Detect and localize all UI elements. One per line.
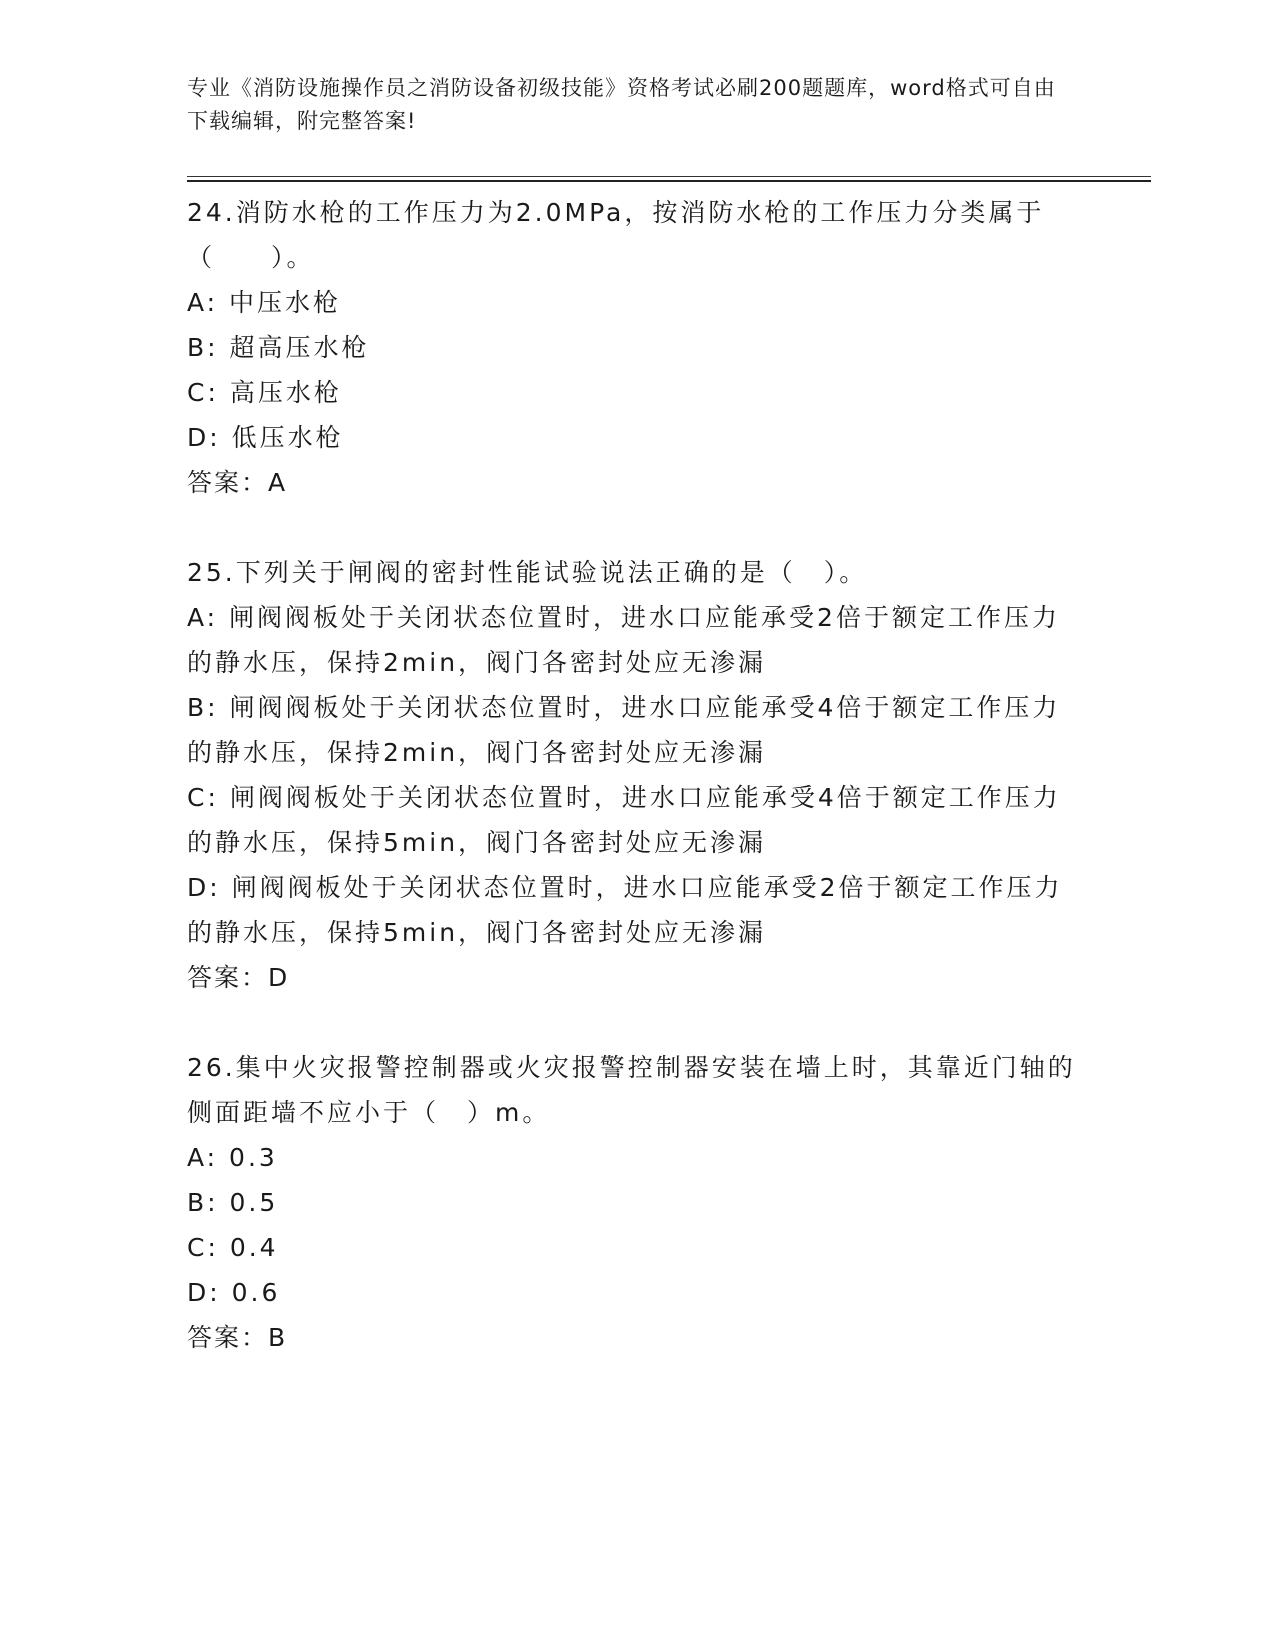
- answer-line: 答案：A: [187, 468, 288, 497]
- question-stem: 25.下列关于闸阀的密封性能试验说法正确的是（ ）。: [187, 558, 868, 587]
- option-b: B: 闸阀阀板处于关闭状态位置时，进水口应能承受4倍于额定工作压力的静水压，保持2min，阀门各密封处应无渗漏: [187, 693, 1061, 767]
- question-25: [187, 550, 1087, 1000]
- option-a: A: 中压水枪: [187, 288, 342, 317]
- answer-line: 答案：D: [187, 963, 290, 992]
- option-b: B: 超高压水枪: [187, 333, 370, 362]
- option-c: C: 0.4: [187, 1233, 279, 1262]
- option-d: D: 低压水枪: [187, 423, 344, 452]
- option-c: C: 高压水枪: [187, 378, 342, 407]
- option-d: D: 闸阀阀板处于关闭状态位置时，进水口应能承受2倍于额定工作压力的静水压，保持5min，阀门各密封处应无渗漏: [187, 873, 1063, 947]
- question-stem: 24.消防水枪的工作压力为2.0MPa，按消防水枪的工作压力分类属于（ ）。: [187, 198, 1045, 272]
- question-stem: 26.集中火灾报警控制器或火灾报警控制器安装在墙上时，其靠近门轴的侧面距墙不应小于（ ）m。: [187, 1053, 1076, 1127]
- answer-line: 答案：B: [187, 1323, 288, 1352]
- option-b: B: 0.5: [187, 1188, 279, 1217]
- question-24: [187, 190, 1087, 505]
- header-divider-thin: [187, 176, 1151, 177]
- question-list: [187, 190, 1087, 1360]
- option-c: C: 闸阀阀板处于关闭状态位置时，进水口应能承受4倍于额定工作压力的静水压，保持5min，阀门各密封处应无渗漏: [187, 783, 1061, 857]
- option-d: D: 0.6: [187, 1278, 281, 1307]
- option-a: A: 闸阀阀板处于关闭状态位置时，进水口应能承受2倍于额定工作压力的静水压，保持2min，阀门各密封处应无渗漏: [187, 603, 1060, 677]
- document-header: [187, 72, 1067, 138]
- question-26: [187, 1045, 1087, 1360]
- option-a: A: 0.3: [187, 1143, 278, 1172]
- header-text: 专业《消防设施操作员之消防设备初级技能》资格考试必刷200题题库，word格式可自由下载编辑，附完整答案!: [187, 76, 1056, 133]
- header-divider-thick: [187, 180, 1151, 182]
